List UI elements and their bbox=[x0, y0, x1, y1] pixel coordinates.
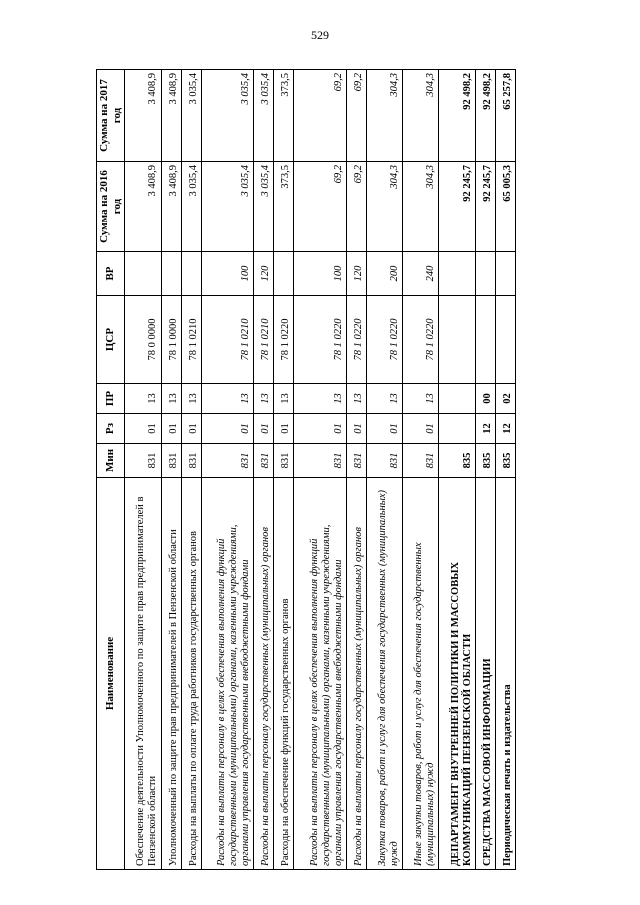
cell-sum-2016: 3 035,4 bbox=[254, 162, 274, 252]
cell-sum-2017: 3 035,4 bbox=[181, 70, 201, 162]
cell-sum-2017: 69,2 bbox=[346, 70, 366, 162]
cell-csr: 78 1 0210 bbox=[181, 296, 201, 384]
cell-sum-2016: 65 005,3 bbox=[495, 162, 515, 252]
cell-name: Расходы на выплаты персоналу государственных (муниципальных) органов bbox=[346, 478, 366, 870]
cell-min: 831 bbox=[254, 444, 274, 478]
cell-min: 831 bbox=[181, 444, 201, 478]
cell-csr: 78 1 0220 bbox=[403, 296, 439, 384]
table-row bbox=[201, 70, 253, 870]
cell-sum-2016: 69,2 bbox=[346, 162, 366, 252]
cell-pr: 02 bbox=[495, 384, 515, 414]
table-row bbox=[366, 70, 402, 870]
table-row bbox=[161, 70, 181, 870]
cell-csr bbox=[495, 296, 515, 384]
cell-sum-2016: 3 035,4 bbox=[181, 162, 201, 252]
cell-vr: 240 bbox=[403, 252, 439, 296]
table-row bbox=[274, 70, 294, 870]
rotated-table-wrapper bbox=[96, 70, 516, 870]
header-name: Наименование bbox=[97, 478, 125, 870]
cell-pr: 13 bbox=[161, 384, 181, 414]
cell-sum-2016: 3 408,9 bbox=[161, 162, 181, 252]
cell-vr: 200 bbox=[366, 252, 402, 296]
page-number: 529 bbox=[311, 28, 329, 42]
header-csr: ЦСР bbox=[97, 296, 125, 384]
cell-rz: 01 bbox=[161, 414, 181, 444]
cell-sum-2016: 304,3 bbox=[366, 162, 402, 252]
cell-sum-2016: 69,2 bbox=[294, 162, 346, 252]
cell-csr bbox=[439, 296, 475, 384]
cell-sum-2017: 92 498,2 bbox=[475, 70, 495, 162]
cell-rz: 01 bbox=[181, 414, 201, 444]
cell-csr: 78 1 0210 bbox=[201, 296, 253, 384]
cell-csr bbox=[475, 296, 495, 384]
cell-pr: 13 bbox=[181, 384, 201, 414]
cell-vr bbox=[475, 252, 495, 296]
table-row bbox=[181, 70, 201, 870]
cell-sum-2017: 304,3 bbox=[366, 70, 402, 162]
table-row bbox=[403, 70, 439, 870]
cell-vr bbox=[125, 252, 161, 296]
cell-name: Иные закупки товаров, работ и услуг для обеспечения государственных (муниципальных) нужд bbox=[403, 478, 439, 870]
cell-rz: 01 bbox=[125, 414, 161, 444]
cell-sum-2016: 3 408,9 bbox=[125, 162, 161, 252]
cell-name: Расходы на выплаты персоналу в целях обеспечения выполнения функций государственными (муниципальными) органами, казенными учреждениями, органами управления государственными внебюджетными фондами bbox=[201, 478, 253, 870]
cell-min: 831 bbox=[201, 444, 253, 478]
header-min: Мин bbox=[97, 444, 125, 478]
cell-csr: 78 1 0210 bbox=[254, 296, 274, 384]
cell-min: 835 bbox=[475, 444, 495, 478]
cell-sum-2017: 304,3 bbox=[403, 70, 439, 162]
cell-sum-2017: 65 257,8 bbox=[495, 70, 515, 162]
cell-min: 831 bbox=[274, 444, 294, 478]
table-row bbox=[439, 70, 475, 870]
cell-vr bbox=[439, 252, 475, 296]
cell-pr: 13 bbox=[125, 384, 161, 414]
cell-name: Обеспечение деятельности Уполномоченного по защите прав предпринимателей в Пензенской области bbox=[125, 478, 161, 870]
header-rz: Рз bbox=[97, 414, 125, 444]
cell-sum-2016: 373,5 bbox=[274, 162, 294, 252]
cell-rz: 01 bbox=[274, 414, 294, 444]
cell-csr: 78 1 0220 bbox=[294, 296, 346, 384]
cell-pr bbox=[439, 384, 475, 414]
cell-pr: 13 bbox=[294, 384, 346, 414]
cell-vr: 100 bbox=[201, 252, 253, 296]
cell-vr bbox=[161, 252, 181, 296]
cell-rz: 01 bbox=[294, 414, 346, 444]
table-row bbox=[495, 70, 515, 870]
cell-pr: 13 bbox=[346, 384, 366, 414]
cell-name: Периодическая печать и издательства bbox=[495, 478, 515, 870]
cell-sum-2016: 92 245,7 bbox=[475, 162, 495, 252]
cell-min: 835 bbox=[439, 444, 475, 478]
cell-name: СРЕДСТВА МАССОВОЙ ИНФОРМАЦИИ bbox=[475, 478, 495, 870]
table-row bbox=[254, 70, 274, 870]
cell-name: Расходы на выплаты персоналу в целях обеспечения выполнения функций государственными (муниципальными) органами, казенными учреждениями, органами управления государственными внебюджетными фондами bbox=[294, 478, 346, 870]
cell-csr: 78 1 0000 bbox=[161, 296, 181, 384]
cell-vr: 120 bbox=[254, 252, 274, 296]
header-sum-2016: Сумма на 2016 год bbox=[97, 162, 125, 252]
cell-pr: 13 bbox=[254, 384, 274, 414]
cell-rz: 01 bbox=[366, 414, 402, 444]
cell-sum-2017: 3 408,9 bbox=[125, 70, 161, 162]
cell-csr: 78 1 0220 bbox=[366, 296, 402, 384]
cell-pr: 13 bbox=[274, 384, 294, 414]
cell-min: 831 bbox=[294, 444, 346, 478]
header-row bbox=[97, 70, 125, 870]
table-row bbox=[475, 70, 495, 870]
cell-sum-2017: 69,2 bbox=[294, 70, 346, 162]
cell-name: ДЕПАРТАМЕНТ ВНУТРЕННЕЙ ПОЛИТИКИ И МАССОВЫХ КОММУНИКАЦИЙ ПЕНЗЕНСКОЙ ОБЛАСТИ bbox=[439, 478, 475, 870]
table-row bbox=[294, 70, 346, 870]
cell-rz: 01 bbox=[254, 414, 274, 444]
cell-csr: 78 1 0220 bbox=[346, 296, 366, 384]
cell-rz: 01 bbox=[346, 414, 366, 444]
cell-min: 831 bbox=[346, 444, 366, 478]
cell-min: 835 bbox=[495, 444, 515, 478]
cell-sum-2016: 3 035,4 bbox=[201, 162, 253, 252]
cell-min: 831 bbox=[366, 444, 402, 478]
budget-table bbox=[96, 69, 516, 870]
table-row bbox=[125, 70, 161, 870]
header-sum-2017: Сумма на 2017 год bbox=[97, 70, 125, 162]
cell-rz: 01 bbox=[201, 414, 253, 444]
cell-sum-2017: 3 035,4 bbox=[254, 70, 274, 162]
cell-vr bbox=[274, 252, 294, 296]
cell-sum-2017: 373,5 bbox=[274, 70, 294, 162]
cell-vr: 100 bbox=[294, 252, 346, 296]
cell-name: Закупка товаров, работ и услуг для обеспечения государственных (муниципальных) нужд bbox=[366, 478, 402, 870]
table-row bbox=[346, 70, 366, 870]
cell-csr: 78 1 0220 bbox=[274, 296, 294, 384]
cell-rz: 12 bbox=[475, 414, 495, 444]
cell-min: 831 bbox=[125, 444, 161, 478]
header-pr: ПР bbox=[97, 384, 125, 414]
cell-sum-2017: 92 498,2 bbox=[439, 70, 475, 162]
cell-sum-2016: 92 245,7 bbox=[439, 162, 475, 252]
cell-vr bbox=[495, 252, 515, 296]
cell-csr: 78 0 0000 bbox=[125, 296, 161, 384]
cell-pr: 13 bbox=[366, 384, 402, 414]
cell-name: Расходы на выплаты персоналу государственных (муниципальных) органов bbox=[254, 478, 274, 870]
cell-rz: 12 bbox=[495, 414, 515, 444]
cell-sum-2016: 304,3 bbox=[403, 162, 439, 252]
cell-rz bbox=[439, 414, 475, 444]
header-vr: ВР bbox=[97, 252, 125, 296]
cell-sum-2017: 3 035,4 bbox=[201, 70, 253, 162]
cell-min: 831 bbox=[161, 444, 181, 478]
cell-name: Уполномоченный по защите прав предпринимателей в Пензенской области bbox=[161, 478, 181, 870]
cell-sum-2017: 3 408,9 bbox=[161, 70, 181, 162]
cell-pr: 13 bbox=[201, 384, 253, 414]
rotated-table-frame bbox=[96, 70, 516, 870]
cell-rz: 01 bbox=[403, 414, 439, 444]
cell-pr: 00 bbox=[475, 384, 495, 414]
cell-name: Расходы на выплаты по оплате труда работников государственных органов bbox=[181, 478, 201, 870]
cell-name: Расходы на обеспечение функций государственных органов bbox=[274, 478, 294, 870]
cell-pr: 13 bbox=[403, 384, 439, 414]
cell-min: 831 bbox=[403, 444, 439, 478]
cell-vr bbox=[181, 252, 201, 296]
cell-vr: 120 bbox=[346, 252, 366, 296]
